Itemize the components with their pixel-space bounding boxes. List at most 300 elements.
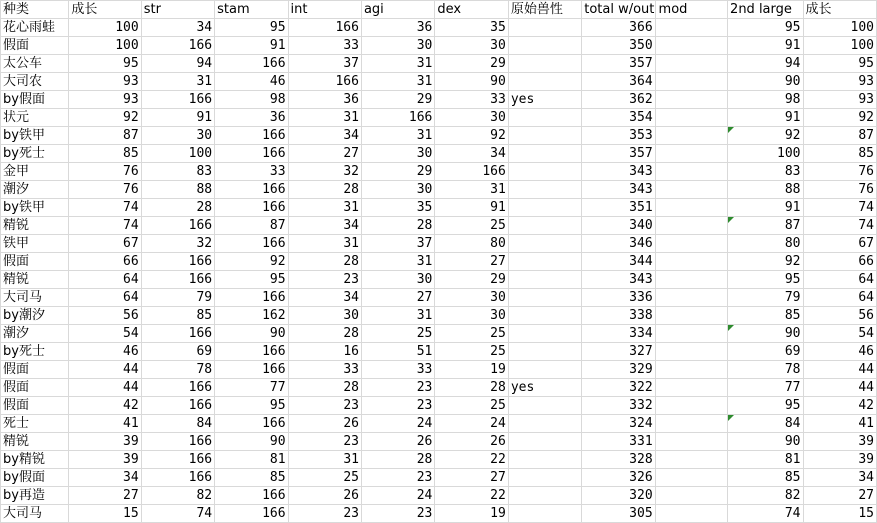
table-cell[interactable]: 41 [69, 415, 141, 433]
table-cell[interactable]: 27 [288, 145, 361, 163]
table-cell[interactable]: 357 [582, 145, 655, 163]
table-cell[interactable]: 46 [69, 343, 141, 361]
table-cell[interactable] [655, 307, 727, 325]
table-cell[interactable]: 77 [215, 379, 288, 397]
table-cell[interactable]: 44 [803, 379, 877, 397]
table-cell[interactable]: 77 [728, 379, 803, 397]
table-cell[interactable]: 87 [215, 217, 288, 235]
table-cell[interactable]: 24 [435, 415, 508, 433]
table-cell[interactable]: 88 [728, 181, 803, 199]
table-cell[interactable]: 85 [728, 307, 803, 325]
table-cell[interactable]: 19 [435, 505, 508, 523]
table-cell[interactable]: 28 [288, 253, 361, 271]
table-cell[interactable]: 166 [361, 109, 434, 127]
table-cell[interactable] [655, 487, 727, 505]
table-cell[interactable] [508, 163, 581, 181]
table-cell[interactable]: 44 [69, 361, 141, 379]
table-cell[interactable]: 80 [728, 235, 803, 253]
table-cell[interactable]: 30 [361, 271, 434, 289]
table-cell[interactable]: 24 [361, 415, 434, 433]
column-header[interactable]: 2nd large [728, 1, 803, 19]
table-cell[interactable] [508, 289, 581, 307]
table-cell[interactable]: 85 [215, 469, 288, 487]
table-cell[interactable]: 166 [215, 289, 288, 307]
table-cell[interactable]: 27 [435, 469, 508, 487]
table-cell[interactable]: 95 [215, 397, 288, 415]
column-header[interactable]: agi [361, 1, 434, 19]
table-cell[interactable]: 74 [141, 505, 214, 523]
table-cell[interactable] [655, 469, 727, 487]
table-cell[interactable]: 166 [288, 19, 361, 37]
table-cell[interactable] [508, 469, 581, 487]
table-cell[interactable]: 166 [141, 397, 214, 415]
table-cell[interactable]: 33 [288, 361, 361, 379]
table-cell[interactable] [508, 19, 581, 37]
table-cell[interactable]: 28 [435, 379, 508, 397]
table-cell[interactable]: 357 [582, 55, 655, 73]
table-cell[interactable]: 34 [288, 217, 361, 235]
table-cell[interactable] [655, 361, 727, 379]
table-cell[interactable]: 100 [728, 145, 803, 163]
table-cell[interactable]: 30 [288, 307, 361, 325]
table-cell[interactable] [655, 325, 727, 343]
table-cell[interactable]: 铁甲 [1, 235, 69, 253]
table-cell[interactable]: 30 [435, 307, 508, 325]
table-cell[interactable]: 81 [728, 451, 803, 469]
table-cell[interactable]: 166 [215, 55, 288, 73]
table-cell[interactable]: 78 [728, 361, 803, 379]
table-cell[interactable]: 95 [803, 55, 877, 73]
table-cell[interactable] [508, 217, 581, 235]
table-cell[interactable]: 166 [215, 199, 288, 217]
table-cell[interactable]: 28 [288, 325, 361, 343]
table-cell[interactable]: 31 [361, 127, 434, 145]
table-cell[interactable] [655, 415, 727, 433]
table-cell[interactable]: 329 [582, 361, 655, 379]
table-cell[interactable]: 84 [728, 415, 803, 433]
table-cell[interactable]: 25 [435, 325, 508, 343]
table-cell[interactable]: 334 [582, 325, 655, 343]
table-cell[interactable]: 23 [361, 505, 434, 523]
table-cell[interactable]: 31 [361, 55, 434, 73]
table-cell[interactable]: 83 [728, 163, 803, 181]
table-cell[interactable]: 83 [141, 163, 214, 181]
table-cell[interactable]: 34 [141, 19, 214, 37]
table-cell[interactable]: 39 [69, 451, 141, 469]
table-cell[interactable]: 80 [435, 235, 508, 253]
table-cell[interactable] [655, 145, 727, 163]
table-cell[interactable]: 32 [141, 235, 214, 253]
table-cell[interactable]: 33 [215, 163, 288, 181]
table-cell[interactable]: 74 [69, 199, 141, 217]
table-cell[interactable]: 15 [803, 505, 877, 523]
table-cell[interactable]: 41 [803, 415, 877, 433]
table-cell[interactable] [655, 19, 727, 37]
table-cell[interactable]: 90 [728, 73, 803, 91]
table-cell[interactable]: 27 [803, 487, 877, 505]
table-cell[interactable]: 85 [728, 469, 803, 487]
table-cell[interactable]: 93 [803, 91, 877, 109]
table-cell[interactable] [508, 253, 581, 271]
table-cell[interactable]: 91 [141, 109, 214, 127]
table-cell[interactable]: 51 [361, 343, 434, 361]
table-cell[interactable] [655, 235, 727, 253]
table-cell[interactable]: 29 [361, 91, 434, 109]
table-cell[interactable]: 35 [435, 19, 508, 37]
table-cell[interactable]: 166 [141, 253, 214, 271]
table-cell[interactable] [508, 55, 581, 73]
column-header[interactable]: total w/out mod [582, 1, 655, 19]
table-cell[interactable]: 166 [141, 271, 214, 289]
table-cell[interactable] [508, 181, 581, 199]
table-cell[interactable] [655, 253, 727, 271]
table-cell[interactable]: 44 [69, 379, 141, 397]
table-cell[interactable]: 92 [728, 253, 803, 271]
table-cell[interactable]: 34 [435, 145, 508, 163]
table-cell[interactable]: 95 [215, 19, 288, 37]
table-cell[interactable]: 344 [582, 253, 655, 271]
table-cell[interactable]: 31 [361, 253, 434, 271]
table-cell[interactable]: 26 [435, 433, 508, 451]
table-cell[interactable]: 16 [288, 343, 361, 361]
table-cell[interactable]: by潮汐 [1, 307, 69, 325]
table-cell[interactable]: 31 [288, 109, 361, 127]
table-cell[interactable]: 328 [582, 451, 655, 469]
table-cell[interactable]: 92 [803, 109, 877, 127]
table-cell[interactable]: 82 [141, 487, 214, 505]
table-cell[interactable]: 25 [435, 217, 508, 235]
table-cell[interactable]: 28 [288, 181, 361, 199]
table-cell[interactable]: 166 [141, 217, 214, 235]
table-cell[interactable]: 79 [728, 289, 803, 307]
table-cell[interactable]: 30 [361, 37, 434, 55]
table-cell[interactable]: 31 [435, 181, 508, 199]
table-cell[interactable]: 366 [582, 19, 655, 37]
table-cell[interactable]: 15 [69, 505, 141, 523]
table-cell[interactable]: 94 [141, 55, 214, 73]
table-cell[interactable]: 大司农 [1, 73, 69, 91]
table-cell[interactable]: 166 [288, 73, 361, 91]
table-cell[interactable]: 67 [69, 235, 141, 253]
table-cell[interactable]: 23 [361, 397, 434, 415]
table-cell[interactable]: 36 [361, 19, 434, 37]
table-cell[interactable] [655, 199, 727, 217]
table-cell[interactable] [508, 343, 581, 361]
table-cell[interactable]: 324 [582, 415, 655, 433]
table-cell[interactable]: 精锐 [1, 217, 69, 235]
table-cell[interactable]: 27 [361, 289, 434, 307]
table-cell[interactable]: 太公车 [1, 55, 69, 73]
table-cell[interactable]: 30 [435, 37, 508, 55]
table-cell[interactable] [655, 91, 727, 109]
table-cell[interactable]: 39 [803, 433, 877, 451]
table-cell[interactable] [508, 73, 581, 91]
table-cell[interactable] [508, 325, 581, 343]
table-cell[interactable]: 92 [435, 127, 508, 145]
table-cell[interactable]: 364 [582, 73, 655, 91]
table-cell[interactable]: 23 [288, 505, 361, 523]
column-header[interactable]: dex [435, 1, 508, 19]
table-cell[interactable]: 23 [288, 397, 361, 415]
table-cell[interactable]: 320 [582, 487, 655, 505]
table-cell[interactable]: 假面 [1, 253, 69, 271]
table-cell[interactable]: 64 [803, 289, 877, 307]
table-cell[interactable]: 36 [288, 91, 361, 109]
table-cell[interactable]: 42 [803, 397, 877, 415]
table-cell[interactable]: 90 [215, 433, 288, 451]
table-cell[interactable]: 88 [141, 181, 214, 199]
table-cell[interactable]: 69 [728, 343, 803, 361]
table-cell[interactable] [508, 433, 581, 451]
table-cell[interactable]: 33 [288, 37, 361, 55]
table-cell[interactable]: 92 [728, 127, 803, 145]
table-cell[interactable]: 100 [69, 37, 141, 55]
table-cell[interactable]: by铁甲 [1, 199, 69, 217]
column-header[interactable]: stam [215, 1, 288, 19]
table-cell[interactable]: 29 [435, 271, 508, 289]
table-cell[interactable]: 87 [69, 127, 141, 145]
table-cell[interactable]: 39 [69, 433, 141, 451]
table-cell[interactable]: 44 [803, 361, 877, 379]
table-cell[interactable]: 36 [215, 109, 288, 127]
table-cell[interactable]: 30 [435, 109, 508, 127]
table-cell[interactable]: 166 [215, 181, 288, 199]
table-cell[interactable]: 27 [435, 253, 508, 271]
table-cell[interactable]: 39 [803, 451, 877, 469]
table-cell[interactable]: 潮汐 [1, 181, 69, 199]
table-cell[interactable]: 100 [803, 19, 877, 37]
table-cell[interactable]: 46 [215, 73, 288, 91]
table-cell[interactable]: 343 [582, 163, 655, 181]
table-cell[interactable]: 34 [288, 127, 361, 145]
table-cell[interactable]: 31 [288, 199, 361, 217]
table-cell[interactable]: 金甲 [1, 163, 69, 181]
table-cell[interactable]: by假面 [1, 469, 69, 487]
table-cell[interactable]: 85 [69, 145, 141, 163]
table-cell[interactable]: 331 [582, 433, 655, 451]
table-cell[interactable]: 93 [69, 91, 141, 109]
table-cell[interactable]: 31 [288, 451, 361, 469]
table-cell[interactable]: 大司马 [1, 289, 69, 307]
table-cell[interactable] [508, 361, 581, 379]
table-cell[interactable]: 166 [141, 37, 214, 55]
table-cell[interactable]: 32 [288, 163, 361, 181]
table-cell[interactable]: 66 [803, 253, 877, 271]
table-cell[interactable]: 37 [361, 235, 434, 253]
table-cell[interactable]: 30 [361, 181, 434, 199]
table-cell[interactable]: yes [508, 379, 581, 397]
table-cell[interactable] [655, 163, 727, 181]
table-cell[interactable]: 34 [803, 469, 877, 487]
table-cell[interactable]: 假面 [1, 361, 69, 379]
table-cell[interactable]: 25 [288, 469, 361, 487]
table-cell[interactable] [508, 145, 581, 163]
table-cell[interactable]: 22 [435, 451, 508, 469]
table-cell[interactable]: yes [508, 91, 581, 109]
table-cell[interactable]: 91 [728, 37, 803, 55]
table-cell[interactable]: 69 [141, 343, 214, 361]
table-cell[interactable]: 91 [435, 199, 508, 217]
table-cell[interactable]: by假面 [1, 91, 69, 109]
table-cell[interactable]: 326 [582, 469, 655, 487]
table-cell[interactable]: 90 [728, 433, 803, 451]
table-cell[interactable]: 19 [435, 361, 508, 379]
table-cell[interactable]: 精锐 [1, 271, 69, 289]
table-cell[interactable]: 25 [435, 343, 508, 361]
table-cell[interactable] [508, 397, 581, 415]
table-cell[interactable]: 98 [215, 91, 288, 109]
table-cell[interactable]: 56 [69, 307, 141, 325]
table-cell[interactable]: 85 [141, 307, 214, 325]
table-cell[interactable]: 85 [803, 145, 877, 163]
table-cell[interactable] [655, 271, 727, 289]
table-cell[interactable]: 35 [361, 199, 434, 217]
table-cell[interactable]: 31 [361, 307, 434, 325]
table-cell[interactable]: 93 [69, 73, 141, 91]
table-cell[interactable]: 67 [803, 235, 877, 253]
table-cell[interactable]: 91 [728, 109, 803, 127]
table-cell[interactable]: 98 [728, 91, 803, 109]
table-cell[interactable]: 343 [582, 271, 655, 289]
table-cell[interactable]: 78 [141, 361, 214, 379]
table-cell[interactable]: 351 [582, 199, 655, 217]
table-cell[interactable]: 166 [215, 235, 288, 253]
table-cell[interactable]: 23 [288, 271, 361, 289]
table-cell[interactable]: 166 [141, 91, 214, 109]
table-cell[interactable]: 343 [582, 181, 655, 199]
table-cell[interactable] [655, 379, 727, 397]
table-cell[interactable]: 假面 [1, 37, 69, 55]
table-cell[interactable]: 76 [803, 163, 877, 181]
table-cell[interactable]: 166 [141, 433, 214, 451]
table-cell[interactable]: 37 [288, 55, 361, 73]
table-cell[interactable]: 29 [361, 163, 434, 181]
table-cell[interactable]: 340 [582, 217, 655, 235]
table-cell[interactable]: 95 [728, 19, 803, 37]
table-cell[interactable]: 假面 [1, 397, 69, 415]
table-cell[interactable]: 76 [69, 163, 141, 181]
table-cell[interactable]: 93 [803, 73, 877, 91]
table-cell[interactable]: 74 [803, 217, 877, 235]
table-cell[interactable]: 81 [215, 451, 288, 469]
table-cell[interactable] [655, 55, 727, 73]
table-cell[interactable]: 87 [803, 127, 877, 145]
table-cell[interactable]: 166 [215, 487, 288, 505]
table-cell[interactable]: 90 [728, 325, 803, 343]
table-cell[interactable]: 76 [803, 181, 877, 199]
table-cell[interactable] [655, 217, 727, 235]
table-cell[interactable]: 74 [728, 505, 803, 523]
table-cell[interactable]: 327 [582, 343, 655, 361]
table-cell[interactable] [655, 451, 727, 469]
table-cell[interactable]: 大司马 [1, 505, 69, 523]
table-cell[interactable]: 31 [288, 235, 361, 253]
table-cell[interactable]: 95 [728, 271, 803, 289]
table-cell[interactable]: 166 [215, 415, 288, 433]
table-cell[interactable]: 94 [728, 55, 803, 73]
table-cell[interactable]: 166 [141, 451, 214, 469]
table-cell[interactable]: 90 [215, 325, 288, 343]
table-cell[interactable] [508, 109, 581, 127]
table-cell[interactable]: 166 [141, 469, 214, 487]
column-header[interactable]: 种类 [1, 1, 69, 19]
table-cell[interactable] [508, 307, 581, 325]
table-cell[interactable]: 56 [803, 307, 877, 325]
table-cell[interactable] [508, 271, 581, 289]
table-cell[interactable]: 354 [582, 109, 655, 127]
table-cell[interactable]: by死士 [1, 145, 69, 163]
table-cell[interactable]: 95 [728, 397, 803, 415]
table-cell[interactable] [655, 343, 727, 361]
table-cell[interactable]: 66 [69, 253, 141, 271]
table-cell[interactable] [508, 505, 581, 523]
table-cell[interactable]: 64 [69, 289, 141, 307]
table-cell[interactable]: 95 [215, 271, 288, 289]
table-cell[interactable]: 74 [803, 199, 877, 217]
table-cell[interactable]: 25 [361, 325, 434, 343]
table-cell[interactable]: 353 [582, 127, 655, 145]
table-cell[interactable]: 26 [361, 433, 434, 451]
table-cell[interactable]: 166 [215, 505, 288, 523]
column-header[interactable]: 成长 [69, 1, 141, 19]
table-cell[interactable] [655, 181, 727, 199]
table-cell[interactable]: 31 [141, 73, 214, 91]
table-cell[interactable]: 24 [361, 487, 434, 505]
table-cell[interactable]: 33 [361, 361, 434, 379]
table-cell[interactable]: by铁甲 [1, 127, 69, 145]
table-cell[interactable]: 350 [582, 37, 655, 55]
table-cell[interactable]: by再造 [1, 487, 69, 505]
table-cell[interactable]: 34 [288, 289, 361, 307]
table-cell[interactable]: 28 [361, 217, 434, 235]
table-cell[interactable]: by死士 [1, 343, 69, 361]
table-cell[interactable] [508, 487, 581, 505]
table-cell[interactable]: 95 [69, 55, 141, 73]
table-cell[interactable]: 338 [582, 307, 655, 325]
table-cell[interactable]: 28 [141, 199, 214, 217]
table-cell[interactable]: 精锐 [1, 433, 69, 451]
column-header[interactable]: 原始兽性 [508, 1, 581, 19]
table-cell[interactable] [655, 109, 727, 127]
table-cell[interactable]: 27 [69, 487, 141, 505]
table-cell[interactable]: 166 [215, 361, 288, 379]
table-cell[interactable]: 28 [288, 379, 361, 397]
table-cell[interactable]: 26 [288, 415, 361, 433]
table-cell[interactable]: 74 [69, 217, 141, 235]
table-cell[interactable]: 54 [803, 325, 877, 343]
table-cell[interactable]: 322 [582, 379, 655, 397]
table-cell[interactable] [655, 127, 727, 145]
table-cell[interactable]: 28 [361, 451, 434, 469]
table-cell[interactable]: 166 [215, 343, 288, 361]
table-cell[interactable] [508, 199, 581, 217]
table-cell[interactable]: 332 [582, 397, 655, 415]
table-cell[interactable] [508, 37, 581, 55]
table-cell[interactable] [508, 415, 581, 433]
table-cell[interactable]: 166 [435, 163, 508, 181]
table-cell[interactable]: 100 [141, 145, 214, 163]
table-cell[interactable]: 305 [582, 505, 655, 523]
column-header[interactable]: int [288, 1, 361, 19]
table-cell[interactable]: 166 [215, 127, 288, 145]
table-cell[interactable]: 166 [141, 325, 214, 343]
table-cell[interactable]: 346 [582, 235, 655, 253]
column-header[interactable]: str [141, 1, 214, 19]
table-cell[interactable]: 91 [728, 199, 803, 217]
table-cell[interactable]: 87 [728, 217, 803, 235]
table-cell[interactable]: 64 [803, 271, 877, 289]
table-cell[interactable]: 30 [361, 145, 434, 163]
